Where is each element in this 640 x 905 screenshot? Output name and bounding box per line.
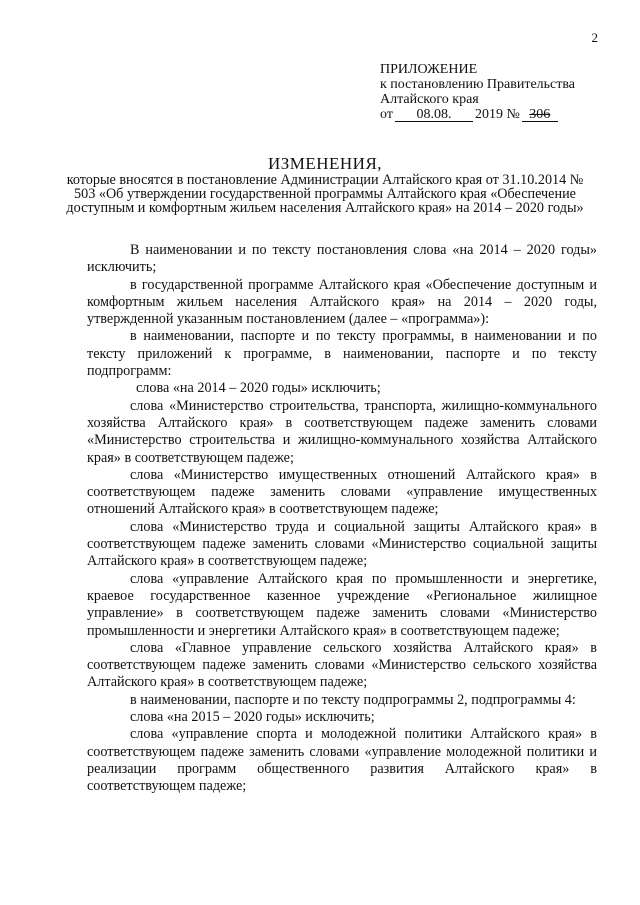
appendix-line-1: к постановлению Правительства	[380, 77, 576, 92]
paragraph: слова «управление Алтайского края по промышленности и энергетике, краевое государственное казенное учреждение «Региональное жилищное управление» в соответствующем падеже заменить словами «Министерство промышленности и энергетики Алтайского края» в соответствующем падеже;	[87, 570, 597, 639]
date-prefix: от	[380, 107, 393, 122]
paragraph: в наименовании, паспорте и по тексту подпрограммы 2, подпрограммы 4:	[130, 691, 576, 708]
paragraph: В наименовании и по тексту постановления слова «на 2014 – 2020 годы» исключить;	[87, 242, 597, 276]
appendix-block	[380, 62, 620, 122]
appendix-line-2: Алтайского края	[380, 92, 479, 107]
paragraph: слова «Главное управление сельского хозяйства Алтайского края» в соответствующем падеже заменить словами «Министерство сельского хозяйства Алтайского края» в соответствующем падеже;	[87, 639, 597, 691]
date-value: 08.08.	[395, 108, 473, 122]
paragraph: слова «на 2014 – 2020 годы» исключить;	[136, 380, 381, 397]
page-number: 2	[591, 30, 598, 45]
appendix-date-line	[380, 107, 620, 122]
paragraph: слова «управление спорта и молодежной политики Алтайского края» в соответствующем падеже заменить словами «управление молодежной политики и реализации программ общественного развития Алтайского края» в соответствующем падеже;	[87, 726, 597, 795]
paragraph: слова «Министерство имущественных отношений Алтайского края» в соответствующем падеже заменить словами «управление имущественных отношений Алтайского края» в соответствующем падеже;	[87, 466, 597, 518]
year-label: 2019 №	[474, 107, 520, 122]
paragraph: в государственной программе Алтайского края «Обеспечение доступным и комфортным жильем населения Алтайского края» на 2014 – 2020 годы, утвержденной указанным постановлением (далее – «программа»):	[87, 276, 597, 328]
appendix-title: ПРИЛОЖЕНИЕ	[380, 62, 478, 77]
document-heading	[60, 154, 590, 216]
paragraph: слова «Министерство труда и социальной защиты Алтайского края» в соответствующем падеже заменить словами «Министерство социальной защиты Алтайского края» в соответствующем падеже;	[87, 518, 597, 570]
document-number: 306	[522, 108, 558, 122]
paragraph: в наименовании, паспорте и по тексту программы, в наименовании и по тексту приложений к программе, в наименовании, паспорте и по тексту подпрограмм:	[87, 328, 597, 380]
paragraph: слова «Министерство строительства, транспорта, жилищно-коммунального хозяйства Алтайского края» в соответствующем падеже заменить словами «Министерство строительства и жилищно-коммунального хозяйства Алтайского края» в соответствующем падеже;	[87, 397, 597, 466]
document-body	[87, 242, 597, 796]
heading-subtitle: которые вносятся в постановление Администрации Алтайского края от 31.10.2014 № 503 «Об утверждении государственной программы Алтайского края «Обеспечение доступным и комфортным жильем населения Алтайского края» на 2014 – 2020 годы»	[66, 172, 584, 216]
heading-title: ИЗМЕНЕНИЯ,	[267, 154, 383, 173]
paragraph: слова «на 2015 – 2020 годы» исключить;	[130, 709, 375, 726]
